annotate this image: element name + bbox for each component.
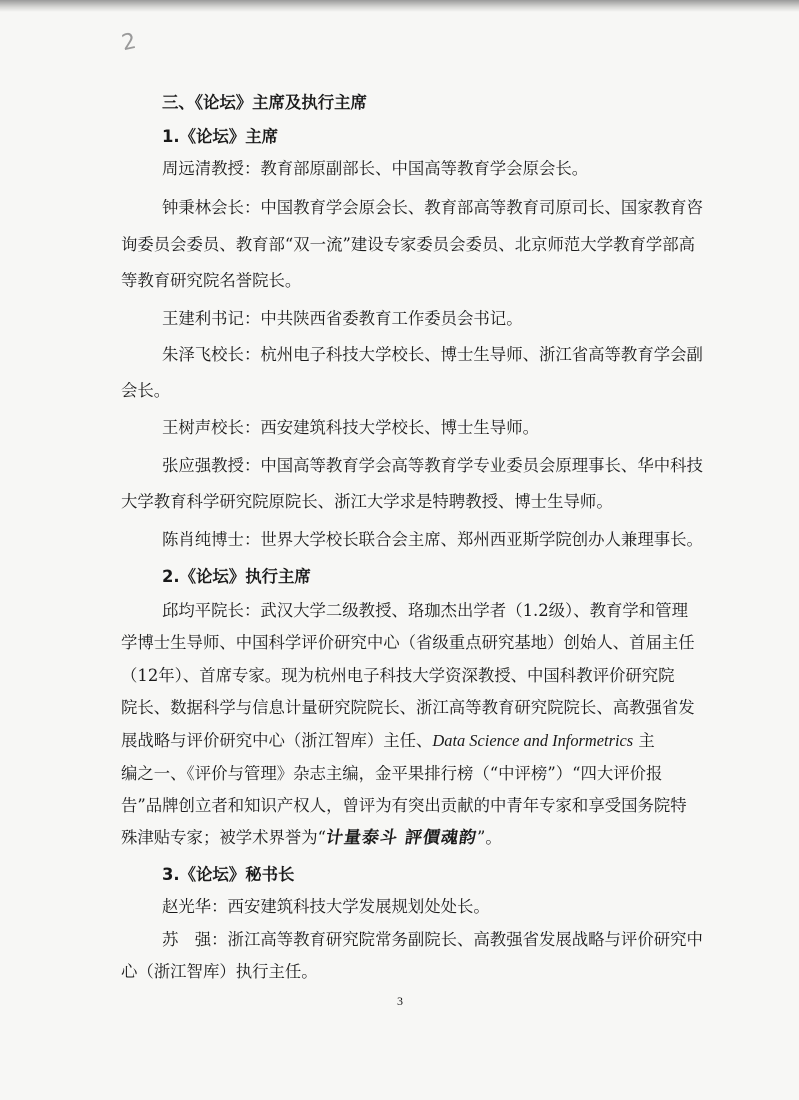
exec-chair-qiu-line-8-tail: ”。 [477,828,502,847]
secretary-entry-su-line-2: 心（浙江智库）执行主任。 [121,962,318,981]
chair-entry-zhang-line-2: 大学教育科学研究院原院长、浙江大学求是特聘教授、博士生导师。 [121,492,613,511]
page-number: 3 [397,994,403,1008]
subsection-heading-secretary-general: 3.《论坛》秘书长 [162,865,295,884]
handwritten-corner-mark: 2 [119,28,139,57]
subsection-heading-executive-chairs: 2.《论坛》执行主席 [162,567,311,586]
chair-entry-zhong-line-3: 等教育研究院名誉院长。 [121,271,302,290]
exec-chair-qiu-line-1: 邱均平院长：武汉大学二级教授、珞珈杰出学者（1.2级）、教育学和管理 [162,601,688,620]
secretary-entry-su-line-1: 苏 强：浙江高等教育研究院常务副院长、高教强省发展战略与评价研究中 [162,930,703,949]
chair-entry-zhang-line-1: 张应强教授：中国高等教育学会高等教育学专业委员会原理事长、华中科技 [162,456,703,475]
chair-entry-zhu-line-2: 会长。 [121,381,171,400]
exec-chair-qiu-line-5-tail: 主 [633,731,655,750]
exec-chair-qiu-line-8-text: 殊津贴专家；被学术界誉为“ [121,828,327,847]
chair-entry-chen: 陈肖纯博士：世界大学校长联合会主席、郑州西亚斯学院创办人兼理事长。 [162,530,703,549]
subsection-heading-chairs: 1.《论坛》主席 [162,127,278,146]
exec-chair-qiu-line-5 [121,730,655,752]
chair-entry-zhong-line-2: 询委员会委员、教育部“双一流”建设专家委员会委员、北京师范大学教育学部高 [121,235,696,254]
exec-chair-qiu-line-3: （12年）、首席专家。现为杭州电子科技大学资深教授、中国科教评价研究院 [121,666,675,685]
chair-entry-wang-shusheng: 王树声校长：西安建筑科技大学校长、博士生导师。 [162,418,539,437]
secretary-entry-zhao: 赵光华：西安建筑科技大学发展规划处处长。 [162,897,490,916]
section-title: 三、《论坛》主席及执行主席 [162,93,367,112]
chair-entry-zhong-line-1: 钟秉林会长：中国教育学会原会长、教育部高等教育司原司长、国家教育咨 [162,198,703,217]
exec-chair-qiu-line-6: 编之一、《评价与管理》杂志主编，金平果排行榜（“中评榜”）“四大评价报 [121,764,663,783]
journal-title-english: Data Science and Informetrics [432,731,634,750]
chair-entry-zhu-line-1: 朱泽飞校长：杭州电子科技大学校长、博士生导师、浙江省高等教育学会副 [162,345,703,364]
exec-chair-qiu-line-7: 告”品牌创立者和知识产权人，曾评为有突出贡献的中青年专家和享受国务院特 [121,796,687,815]
scan-top-edge [0,0,799,12]
exec-chair-qiu-line-8 [121,827,502,849]
exec-chair-qiu-line-4: 院长、数据科学与信息计量研究院院长、浙江高等教育研究院院长、高教强省发 [121,698,695,717]
chair-entry-zhou: 周远清教授：教育部原副部长、中国高等教育学会原会长。 [162,159,589,178]
exec-chair-qiu-line-5-text: 展战略与评价研究中心（浙江智库）主任、 [121,731,433,750]
handwritten-honorific: 计量泰斗 評價魂韵 [324,828,479,848]
exec-chair-qiu-line-2: 学博士生导师、中国科学评价研究中心（省级重点研究基地）创始人、首届主任 [121,633,695,652]
chair-entry-wang-jianli: 王建利书记：中共陕西省委教育工作委员会书记。 [162,309,523,328]
